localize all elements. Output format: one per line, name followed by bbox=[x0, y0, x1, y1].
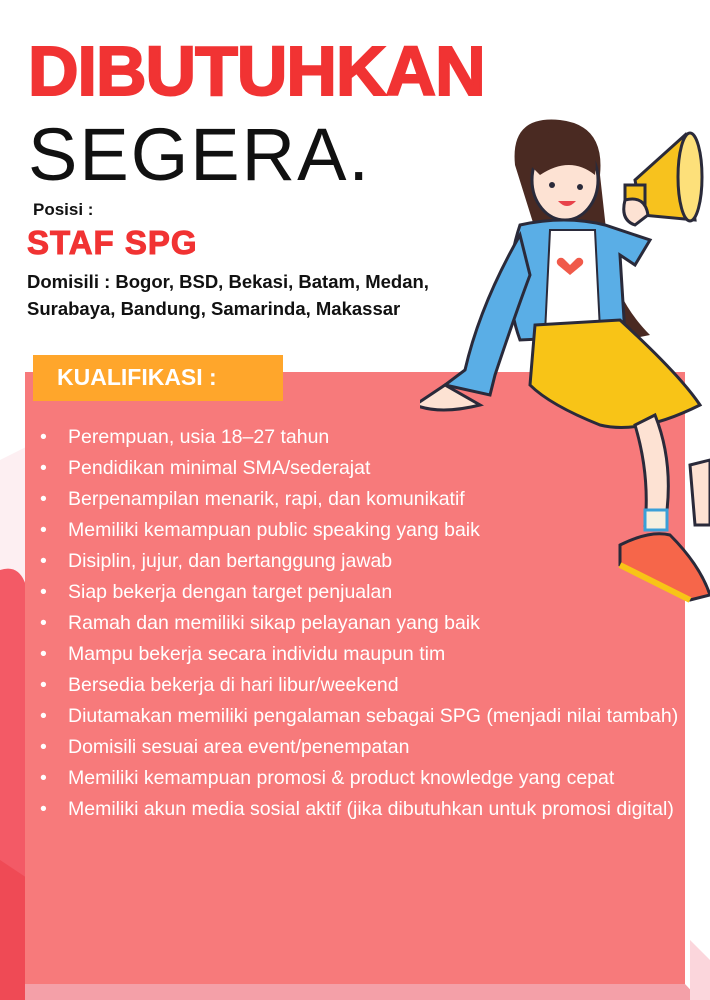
list-item: • Mampu bekerja secara individu maupun tim bbox=[40, 639, 690, 670]
list-item: • Ramah dan memiliki sikap pelayanan yang baik bbox=[40, 608, 690, 639]
list-item: • Domisili sesuai area event/penempatan bbox=[40, 732, 690, 763]
list-item: • Disiplin, jujur, dan bertanggung jawab bbox=[40, 546, 690, 577]
list-item: • Berpenampilan menarik, rapi, dan komunikatif bbox=[40, 484, 690, 515]
list-item: • Memiliki kemampuan promosi & product knowledge yang cepat bbox=[40, 763, 690, 794]
domisili-text: Domisili : Bogor, BSD, Bekasi, Batam, Medan, Surabaya, Bandung, Samarinda, Makassar bbox=[27, 271, 429, 319]
list-item: • Siap bekerja dengan target penjualan bbox=[40, 577, 690, 608]
position-title: STAF SPG bbox=[27, 224, 198, 261]
headline: DIBUTUHKAN bbox=[28, 32, 485, 110]
qualifications-tag bbox=[33, 355, 283, 401]
list-item: • Bersedia bekerja di hari libur/weekend bbox=[40, 670, 690, 701]
list-item: • Memiliki akun media sosial aktif (jika dibutuhkan untuk promosi digital) bbox=[40, 794, 690, 825]
list-item: • Diutamakan memiliki pengalaman sebagai SPG (menjadi nilai tambah) bbox=[40, 701, 690, 732]
position-label: Posisi : bbox=[33, 200, 94, 219]
subheadline: SEGERA. bbox=[28, 113, 371, 196]
list-item: • Memiliki kemampuan public speaking yang baik bbox=[40, 515, 690, 546]
list-item: • Perempuan, usia 18–27 tahun bbox=[40, 422, 690, 453]
list-item: • Pendidikan minimal SMA/sederajat bbox=[40, 453, 690, 484]
qualifications-title: KUALIFIKASI : bbox=[57, 364, 217, 390]
woman-with-megaphone-icon bbox=[420, 105, 710, 615]
